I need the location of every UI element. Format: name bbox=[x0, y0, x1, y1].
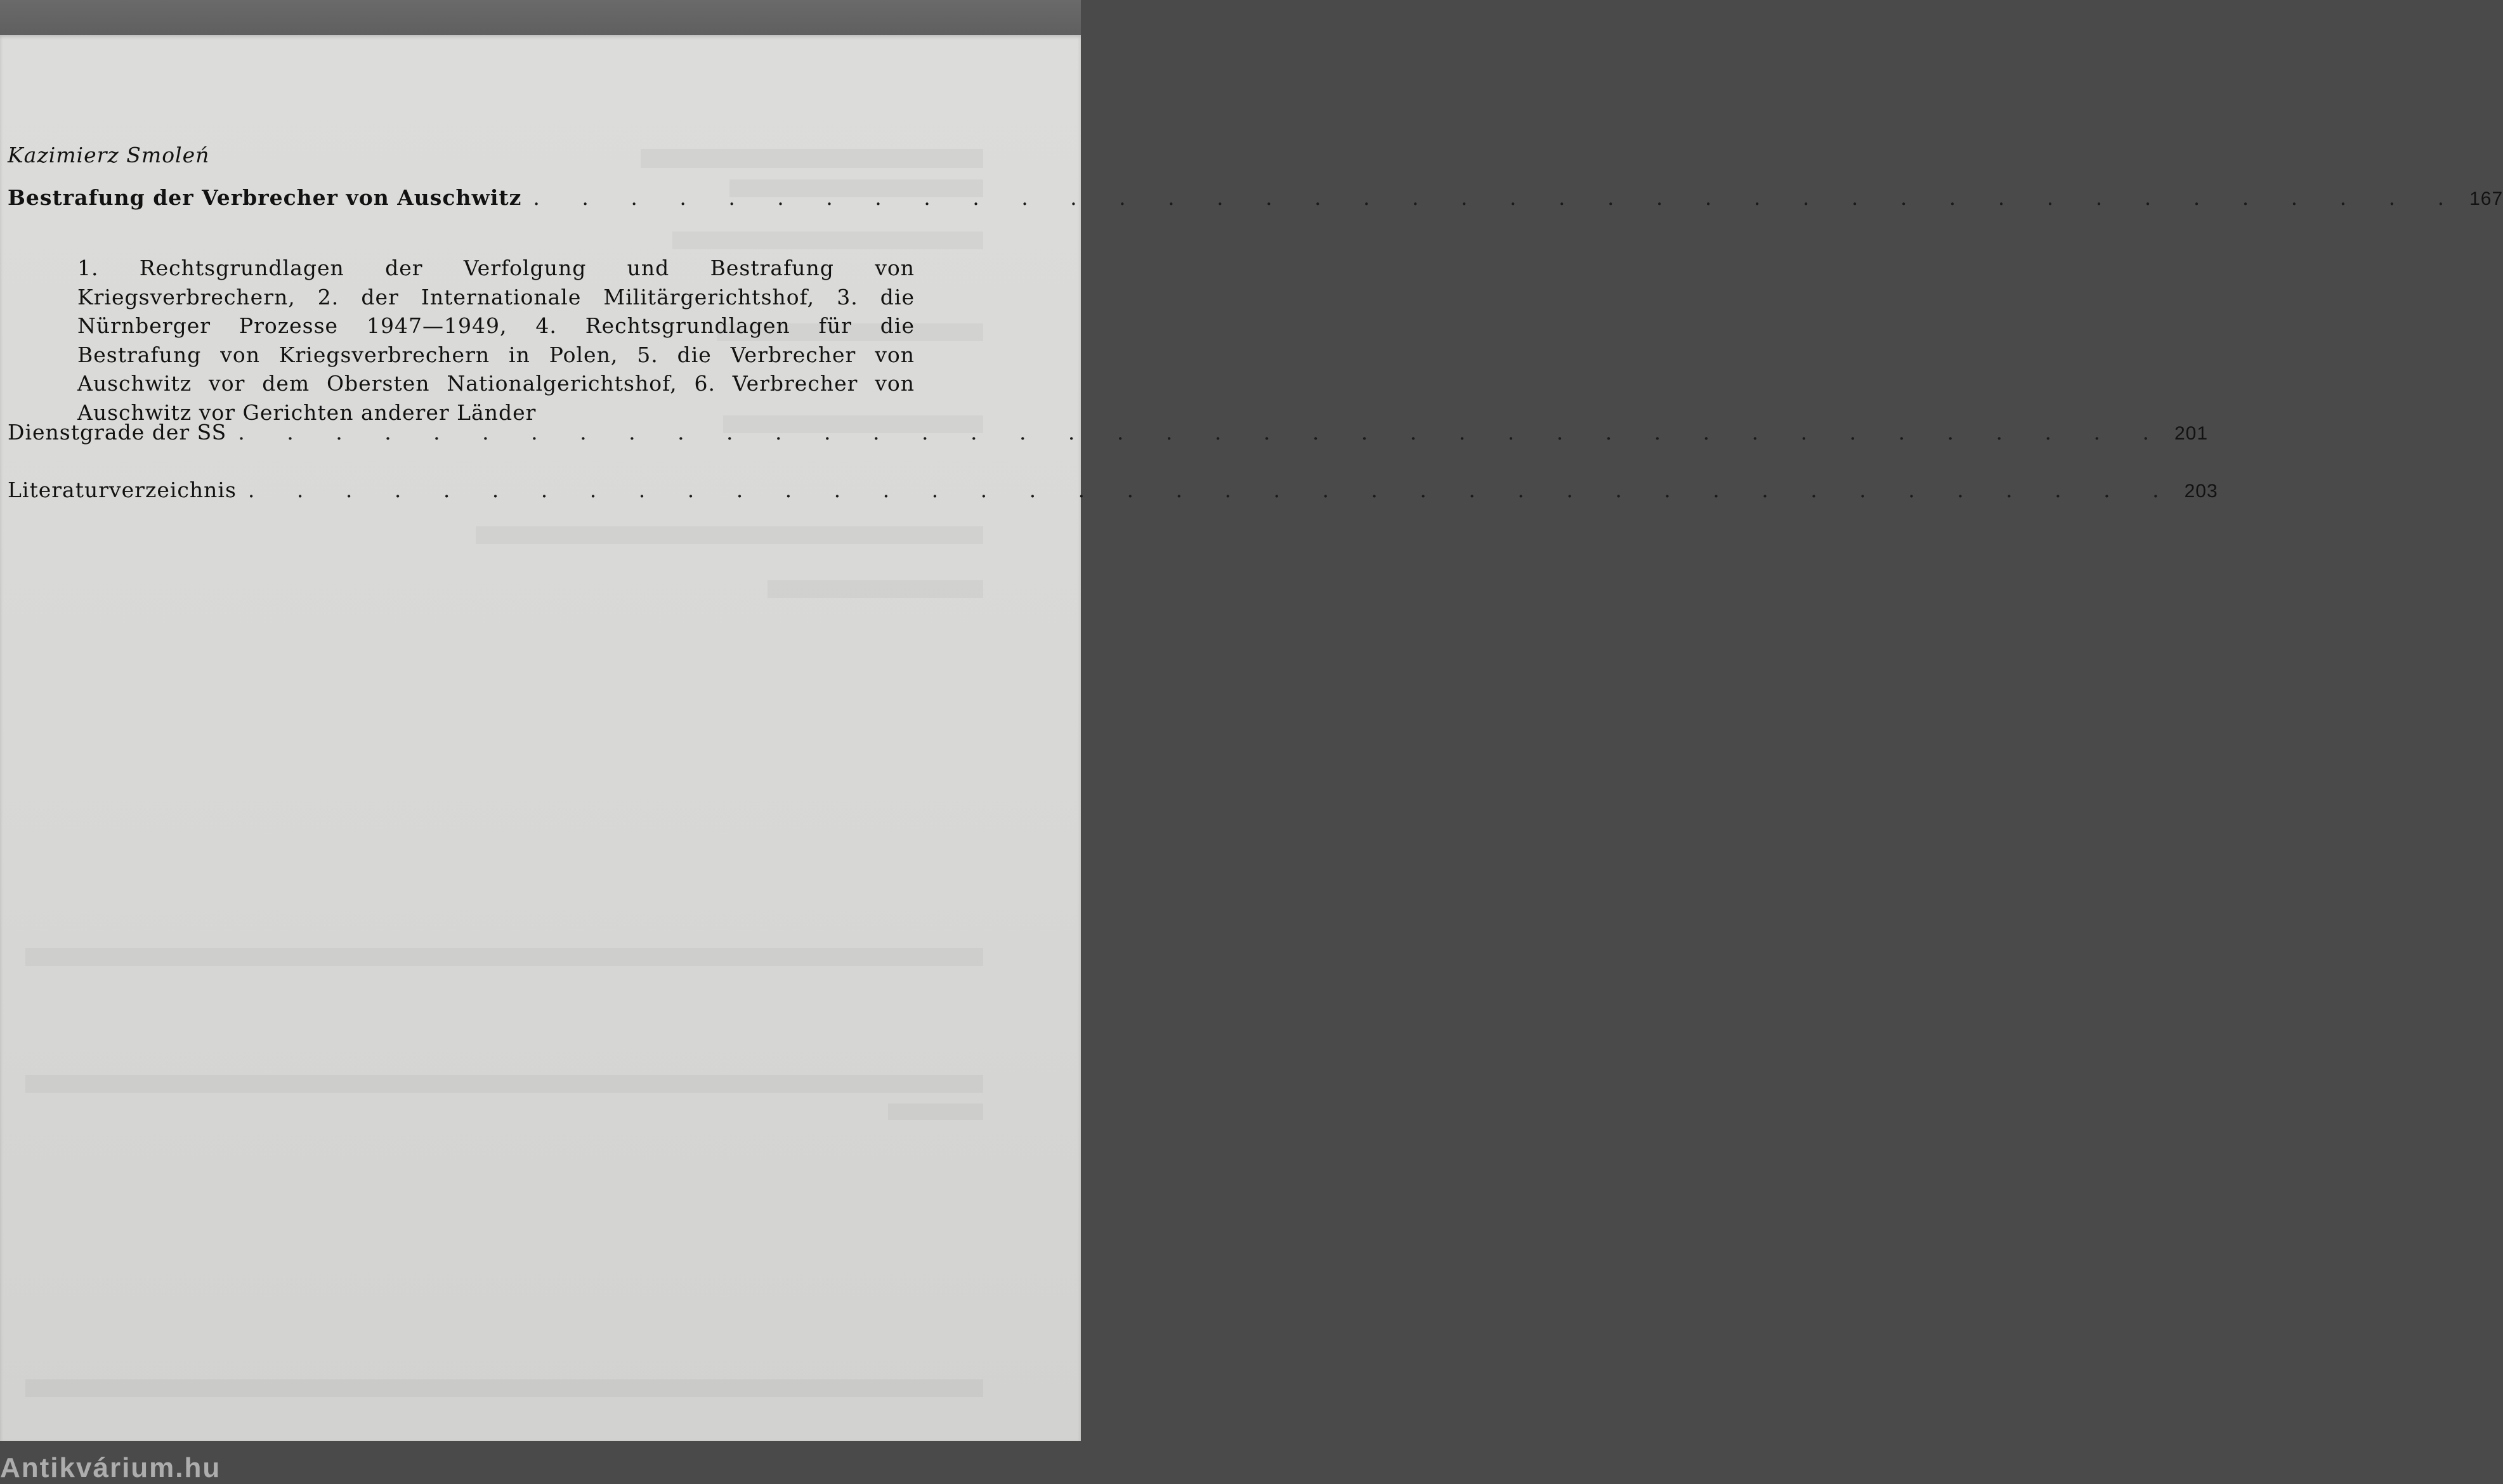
watermark: Antikvárium.hu bbox=[0, 1452, 221, 1483]
toc-entry-page: 203 bbox=[2184, 481, 2218, 502]
show-through-line bbox=[888, 1103, 983, 1120]
toc-entry-title: Bestrafung der Verbrecher von Auschwitz bbox=[8, 185, 522, 210]
show-through-line bbox=[476, 526, 983, 544]
toc-entry bbox=[8, 420, 2209, 445]
toc-entry-title: Literaturverzeichnis bbox=[8, 478, 237, 502]
scan-background bbox=[0, 0, 1081, 39]
toc-entry bbox=[8, 478, 2218, 502]
leader-dots: . . . . . . . . . . . . . . . . . . . . . . . . . . . . . . . . . . . . . . . . bbox=[238, 420, 2167, 445]
show-through-line bbox=[25, 1379, 983, 1397]
toc-entry-page: 201 bbox=[2174, 423, 2209, 444]
author-name: Kazimierz Smoleń bbox=[8, 143, 210, 167]
show-through-line bbox=[25, 1075, 983, 1093]
show-through-line bbox=[672, 231, 983, 249]
toc-entry bbox=[8, 185, 2503, 210]
show-through-line bbox=[768, 580, 983, 598]
toc-entry-page: 167 bbox=[2469, 188, 2503, 209]
leader-dots: . . . . . . . . . . . . . . . . . . . . . . . . . . . . . . . . . . . . . . . . bbox=[247, 478, 2177, 502]
leader-dots: . . . . . . . . . . . . . . . . . . . . . . . . . . . . . . . . . . . . . . . . bbox=[533, 185, 2462, 210]
show-through-line bbox=[25, 948, 983, 966]
book-page bbox=[0, 35, 2503, 1483]
toc-entry-title: Dienstgrade der SS bbox=[8, 420, 227, 445]
toc-entry-description: 1. Rechtsgrundlagen der Verfolgung und Bestrafung von Kriegsverbrechern, 2. der Internationale Militärgerichtshof, 3. die Nürnberger Prozesse 1947—1949, 4. Rechtsgrundlagen für die Bestrafung von Kriegsverbrechern in Polen, 5. die Verbrecher von Auschwitz vor dem Obersten Nationalgerichtshof, 6. Verbrecher von Auschwitz vor Gerichten anderer Länder bbox=[77, 256, 915, 425]
show-through-line bbox=[641, 149, 983, 168]
